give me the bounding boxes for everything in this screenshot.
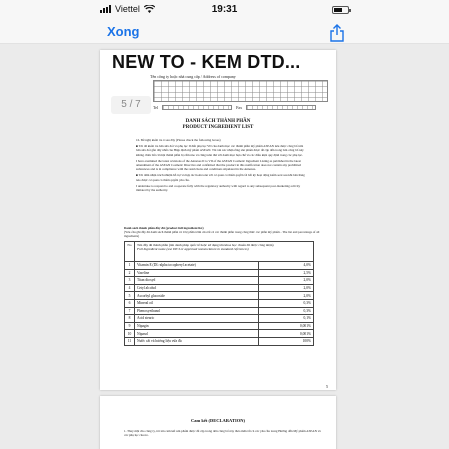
section-subtitle: (Yêu cầu ghi đầy đủ danh sách thành phần và tỉ lệ phần trăm của tất cả các thành phần trong công thức các phần mỹ phẩm - The list and percentage of all ingredients)	[124, 230, 320, 239]
ingredient-no: 6	[125, 299, 135, 307]
table-row	[125, 307, 314, 315]
ingredient-name: Cetyl alcohol	[135, 284, 259, 292]
tel-fax-row	[153, 105, 328, 110]
document-viewer[interactable]	[0, 44, 449, 449]
ingredient-name: Vaseline	[135, 269, 259, 277]
fax-label: Fax	[236, 105, 243, 110]
fax-field	[246, 105, 316, 110]
check-instruction: Đề nghị kiểm tra ô sau đây (Please check the following boxes)	[140, 138, 221, 142]
table-row	[125, 292, 314, 300]
ingredient-name: Nipagin	[135, 322, 259, 330]
table-row	[125, 277, 314, 285]
company-address-grid	[153, 80, 328, 102]
ingredient-percent: 2,0%	[259, 277, 314, 285]
ingredient-no: 3	[125, 277, 135, 285]
tel-field	[162, 105, 232, 110]
ingredient-percent: 0,3%	[259, 299, 314, 307]
ingredient-name: Acid stearic	[135, 315, 259, 323]
ingredient-name: Phenoxyethanol	[135, 307, 259, 315]
document-page-next	[100, 396, 336, 449]
ingredient-name: Nipasol	[135, 330, 259, 338]
table-row	[125, 315, 314, 323]
ingredient-no: 4	[125, 284, 135, 292]
document-title: NEW TO - KEM DTD...	[112, 52, 301, 72]
page-number: 5	[326, 384, 328, 389]
paragraph-1: Tôi đã kiểm tra bản sửa đổi và phụ lục II đến phụ lục VII của danh mục các thành phần mỹ phẩm ASEAN nêu được công bố trên bản sửa đổi gần đây nhất của Hiệp định mỹ phẩm ASEAN. Tôi xin xác nhận rằng sản phẩm được đề cập đến trong bản công bố này không chứa bất cứ một thành phần bị cấm nào và cũng tuân thủ với danh mục hạn chế và các điều kiện quy định trong các phụ lục.	[136, 144, 304, 157]
ingredient-percent: 0,3%	[259, 307, 314, 315]
company-label: Tên công ty hoặc nhà cung cấp / Address of company	[150, 74, 236, 79]
ingredient-percent: 2,0%	[259, 292, 314, 300]
item-number: 16.	[136, 138, 140, 142]
ingredient-percent: 0,001%	[259, 322, 314, 330]
checkbox-icon: ■	[136, 144, 138, 149]
status-bar	[0, 0, 449, 22]
table-row	[125, 262, 314, 270]
ingredient-section-title	[124, 226, 324, 239]
table-row	[125, 284, 314, 292]
ingredient-no: 9	[125, 322, 135, 330]
declaration-text: 1. Thay mặt cho công ty, tôi xin cam kết sản phẩm được đề cập trong đơn công bố này thỏa mãn tất cả các yêu cầu trong Hướng dẫn Mỹ phẩm ASEAN và các phụ lục của nó.	[124, 429, 321, 438]
ingredient-no: 11	[125, 337, 135, 345]
header-no: No	[125, 242, 135, 262]
declaration-title: Cam kết (DECLARATION)	[191, 418, 245, 423]
table-row	[125, 337, 314, 345]
page-indicator: 5 / 7	[111, 96, 151, 114]
tel-label: Tel	[153, 105, 159, 110]
header-name-vi: Tên đầy đủ thành phần (tên danh pháp quốc tế hoặc sử dụng tên khoa học chuẩn đã được công nhận)	[137, 243, 274, 248]
table-header-row	[125, 242, 314, 262]
ingredient-no: 2	[125, 269, 135, 277]
header-name	[135, 242, 314, 262]
heading-vi: DANH SÁCH THÀNH PHẦN	[185, 119, 251, 124]
carrier-name: Viettel	[115, 4, 140, 14]
ingredient-name: Ascorbyl glucoside	[135, 292, 259, 300]
table-row	[125, 322, 314, 330]
done-button[interactable]: Xong	[107, 24, 140, 39]
ingredient-percent: 2,0%	[259, 284, 314, 292]
ingredient-no: 1	[125, 262, 135, 270]
battery-icon	[332, 6, 349, 14]
ingredient-percent: 2,5%	[259, 269, 314, 277]
paragraph-2: I have examined the latest revisions of the Annexes II to VII of the ASEAN Cosmetic Ingredient Listing as published in the latest amendment of the ASEAN Cosmetic Directive and confirmed that the product in this notification does not contain any prohibited substances and is in compliance with the restrictions and conditions stipulated in the Annexes.	[136, 158, 302, 172]
ingredient-no: 8	[125, 315, 135, 323]
ingredient-name: Nước cất và hương liệu vừa đủ	[135, 337, 259, 345]
clock: 19:31	[211, 4, 238, 15]
ingredient-name: Titan dioxyd	[135, 277, 259, 285]
ingredient-percent: 0,001%	[259, 330, 314, 338]
ingredient-name: Vitamin E (DL-alpha tocopheryl acetate)	[135, 262, 259, 270]
table-row	[125, 330, 314, 338]
ingredient-percent: 0,1%	[259, 315, 314, 323]
ingredient-name: Mineral oil	[135, 299, 259, 307]
table-row	[125, 269, 314, 277]
paragraph-4: I undertake to respond to and cooperate fully with the regulatory authority with regard to any subsequent post-marketing activity initiated by the authority.	[136, 183, 301, 193]
section-title: Danh sách thành phần đầy đủ (product full ingredient list)	[124, 226, 204, 230]
header-name-en: Full Ingredient name (use INCI or approved nomenclature in standard references)	[137, 247, 249, 252]
ingredient-no: 7	[125, 307, 135, 315]
check-section	[136, 138, 306, 194]
ingredient-no: 10	[125, 330, 135, 338]
paragraph-3: Tôi đảm nhận trách nhiệm hỗ trợ và hợp tác hoàn toàn với cơ quan có thẩm quyền về bất kỳ hoạt động kiểm soát sau khi bán hàng nào được cơ quan có thẩm quyền yêu cầu.	[136, 173, 305, 182]
ingredient-no: 5	[125, 292, 135, 300]
table-row	[125, 299, 314, 307]
ingredient-percent: 4,0%	[259, 262, 314, 270]
checkbox-icon: ■	[136, 173, 138, 178]
nav-bar	[0, 22, 449, 44]
heading-en: PRODUCT INGREDIENT LIST	[182, 125, 254, 130]
share-icon[interactable]	[329, 24, 345, 42]
ingredient-table	[124, 241, 314, 346]
ingredient-percent: 100%	[259, 337, 314, 345]
